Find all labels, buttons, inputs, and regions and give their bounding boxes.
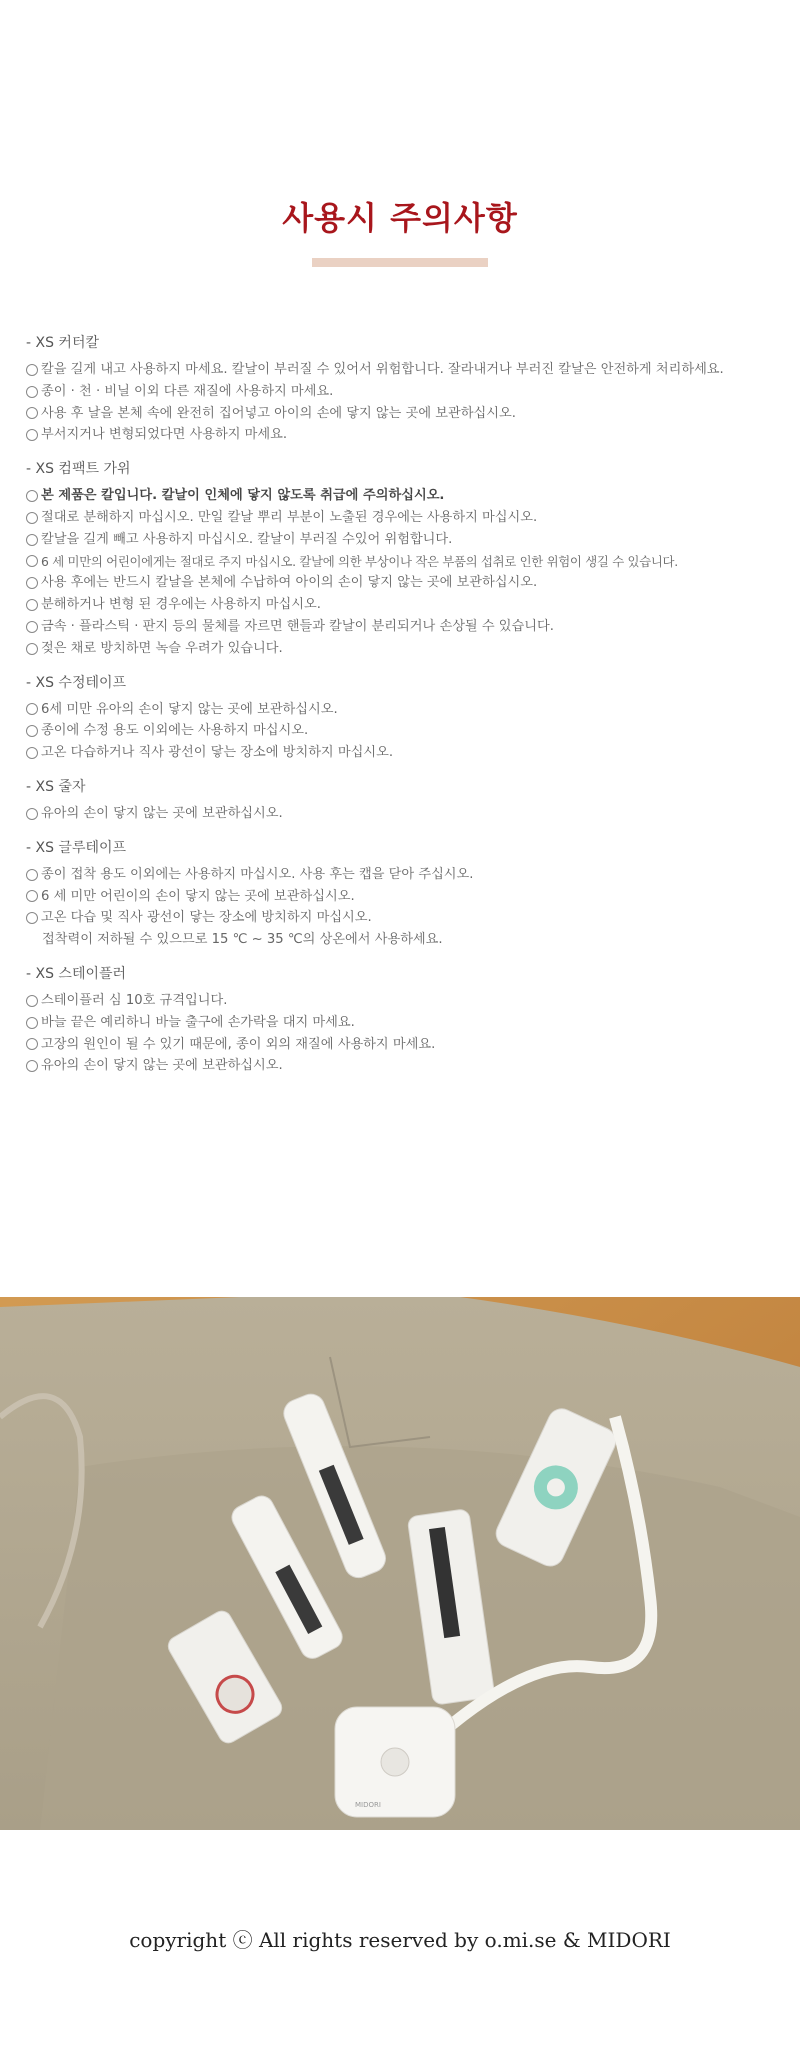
circle-bullet-icon — [26, 747, 38, 759]
circle-bullet-icon — [26, 643, 38, 655]
list-item — [26, 359, 786, 381]
circle-bullet-icon — [26, 1017, 38, 1029]
section-scissors — [26, 459, 786, 659]
list-item — [26, 572, 786, 594]
list-item — [26, 742, 786, 764]
list-item — [26, 485, 786, 507]
copyright-footer: copyright ⓒ All rights reserved by o.mi.se & MIDORI — [129, 1928, 671, 1952]
list-item — [26, 424, 786, 446]
list-item — [26, 551, 786, 573]
circle-bullet-icon — [26, 703, 38, 715]
item-text: 사용 후에는 반드시 칼날을 본체에 수납하여 아이의 손이 닿지 않는 곳에 보관하십시오. — [41, 575, 538, 591]
page-title: 사용시 주의사항 — [282, 199, 518, 237]
list-item-continuation — [26, 929, 786, 951]
item-text: 유아의 손이 닿지 않는 곳에 보관하십시오. — [41, 1058, 283, 1074]
section-correction-tape — [26, 673, 786, 764]
list-item — [26, 864, 786, 886]
circle-bullet-icon — [26, 1038, 38, 1050]
item-text: 사용 후 날을 본체 속에 완전히 집어넣고 아이의 손에 닿지 않는 곳에 보관하십시오. — [41, 405, 516, 421]
section-heading: - XS 글루테이프 — [26, 839, 127, 856]
item-text: 6 세 미만 어린이의 손이 닿지 않는 곳에 보관하십시오. — [41, 888, 355, 904]
circle-bullet-icon — [26, 890, 38, 902]
list-item — [26, 803, 786, 825]
list-item — [26, 507, 786, 529]
list-item — [26, 720, 786, 742]
section-heading: - XS 스테이플러 — [26, 965, 127, 982]
section-cutter — [26, 333, 786, 446]
item-text: 유아의 손이 닿지 않는 곳에 보관하십시오. — [41, 805, 283, 821]
section-stapler — [26, 964, 786, 1077]
product-photo — [0, 1297, 800, 1830]
item-text: 스테이플러 심 10호 규격입니다. — [41, 992, 228, 1008]
section-tape-measure — [26, 777, 786, 825]
circle-bullet-icon — [26, 912, 38, 924]
item-text: 6 세 미만의 어린이에게는 절대로 주지 마십시오. 칼날에 의한 부상이나 작은 부품의 섭취로 인한 위험이 생길 수 있습니다. — [41, 553, 678, 569]
circle-bullet-icon — [26, 577, 38, 589]
circle-bullet-icon — [26, 599, 38, 611]
circle-bullet-icon — [26, 869, 38, 881]
item-text: 젖은 채로 방치하면 녹슬 우려가 있습니다. — [41, 640, 283, 656]
list-item — [26, 638, 786, 660]
title-underline — [312, 258, 488, 267]
circle-bullet-icon — [26, 534, 38, 546]
item-text: 바늘 끝은 예리하니 바늘 출구에 손가락을 대지 마세요. — [41, 1014, 355, 1030]
list-item — [26, 1034, 786, 1056]
list-item — [26, 403, 786, 425]
item-text: 절대로 분해하지 마십시오. 만일 칼날 뿌리 부분이 노출된 경우에는 사용하지 마십시오. — [41, 509, 538, 525]
item-text: 부서지거나 변형되었다면 사용하지 마세요. — [41, 427, 288, 443]
circle-bullet-icon — [26, 1060, 38, 1072]
item-text: 종이 접착 용도 이외에는 사용하지 마십시오. 사용 후는 캡을 닫아 주십시오. — [41, 866, 474, 882]
item-text: 본 제품은 칼입니다. 칼날이 인체에 닿지 않도록 취급에 주의하십시오. — [41, 488, 445, 504]
circle-bullet-icon — [26, 429, 38, 441]
section-heading: - XS 커터칼 — [26, 335, 100, 351]
list-item — [26, 990, 786, 1012]
circle-bullet-icon — [26, 512, 38, 524]
list-item — [26, 699, 786, 721]
item-text: 분해하거나 변형 된 경우에는 사용하지 마십시오. — [41, 597, 321, 613]
item-text: 종이 · 천 · 비닐 이외 다른 재질에 사용하지 마세요. — [41, 383, 334, 399]
list-item — [26, 1055, 786, 1077]
section-glue-tape — [26, 838, 786, 951]
list-item — [26, 1012, 786, 1034]
product-photo-illustration — [0, 1297, 800, 1830]
item-text: 6세 미만 유아의 손이 닿지 않는 곳에 보관하십시오. — [41, 701, 338, 717]
section-heading: - XS 수정테이프 — [26, 674, 127, 691]
circle-bullet-icon — [26, 621, 38, 633]
circle-bullet-icon — [26, 725, 38, 737]
list-item — [26, 886, 786, 908]
circle-bullet-icon — [26, 808, 38, 820]
item-text: 종이에 수정 용도 이외에는 사용하지 마십시오. — [41, 723, 309, 739]
item-text: 고장의 원인이 될 수 있기 때문에, 종이 외의 재질에 사용하지 마세요. — [41, 1036, 436, 1052]
list-item — [26, 594, 786, 616]
circle-bullet-icon — [26, 407, 38, 419]
circle-bullet-icon — [26, 364, 38, 376]
caution-list — [26, 333, 786, 1090]
item-text: 칼날을 길게 빼고 사용하지 마십시오. 칼날이 부러질 수있어 위험합니다. — [41, 531, 453, 547]
circle-bullet-icon — [26, 555, 38, 567]
list-item — [26, 616, 786, 638]
item-text: 고온 다습하거나 직사 광선이 닿는 장소에 방치하지 마십시오. — [41, 745, 394, 761]
section-heading: - XS 컴팩트 가위 — [26, 461, 131, 478]
circle-bullet-icon — [26, 490, 38, 502]
item-text: 금속 · 플라스틱 · 판지 등의 물체를 자르면 핸들과 칼날이 분리되거나 손상될 수 있습니다. — [41, 618, 554, 634]
list-item — [26, 907, 786, 929]
item-text: 접착력이 저하될 수 있으므로 15 ℃ ~ 35 ℃의 상온에서 사용하세요. — [42, 932, 443, 948]
circle-bullet-icon — [26, 995, 38, 1007]
item-text: 칼을 길게 내고 사용하지 마세요. 칼날이 부러질 수 있어서 위험합니다. 잘라내거나 부러진 칼날은 안전하게 처리하세요. — [41, 362, 724, 377]
list-item — [26, 381, 786, 403]
circle-bullet-icon — [26, 386, 38, 398]
list-item — [26, 529, 786, 551]
section-heading: - XS 줄자 — [26, 778, 86, 795]
tape-measure-brand: MIDORI — [355, 1801, 381, 1809]
item-text: 고온 다습 및 직사 광선이 닿는 장소에 방치하지 마십시오. — [41, 910, 372, 926]
